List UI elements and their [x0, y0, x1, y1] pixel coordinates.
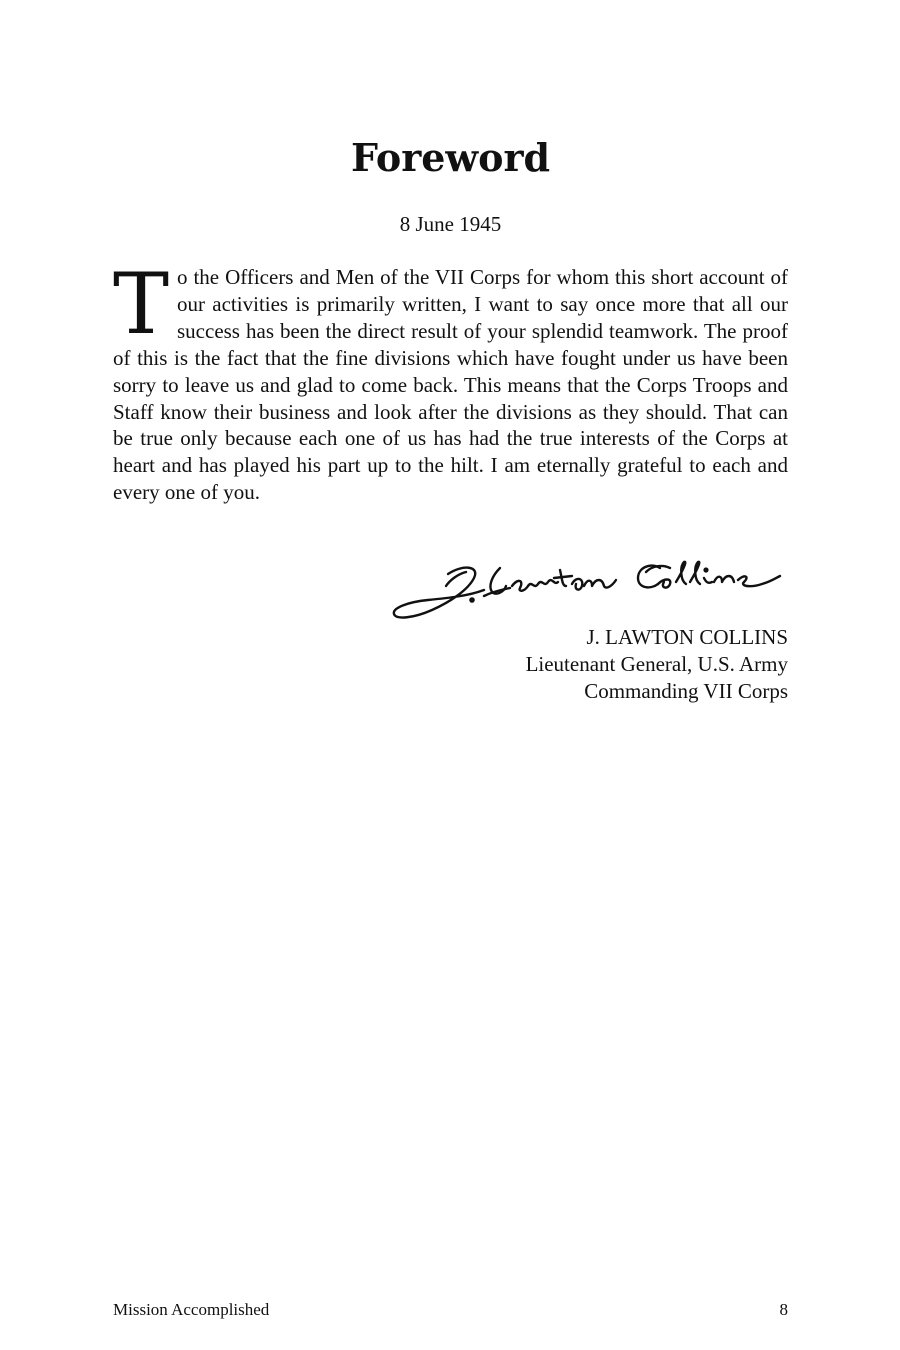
- signer-name: J. LAWTON COLLINS: [586, 625, 788, 649]
- signer-rank: Lieutenant General, U.S. Army: [525, 652, 788, 676]
- page-number: 8: [779, 1300, 788, 1319]
- drop-cap: T: [113, 255, 170, 353]
- signer-command: Commanding VII Corps: [584, 679, 788, 703]
- foreword-paragraph: [113, 255, 788, 506]
- letter-date: 8 June 1945: [399, 212, 502, 236]
- document-page: [113, 0, 788, 1350]
- signature-block: [388, 624, 788, 705]
- running-footer-title: Mission Accomplished: [113, 1300, 270, 1319]
- page-title: Foreword: [350, 135, 551, 180]
- signature-image: [388, 556, 788, 626]
- foreword-body-text: o the Officers and Men of the VII Corps for whom this short account of our activities is primarily written, I want to say once more that all our success has been the direct result of your splendid teamwork. The proof of this is the fact that the fine divisions which have fought under us have been sorry to leave us and glad to come back. This means that the Corps Troops and Staff know their business and look after the divisions as they should. That can be true only because each one of us has had the true interests of the Corps at heart and has played his part up to the hilt. I am eternally grateful to each and every one of you.: [113, 265, 788, 505]
